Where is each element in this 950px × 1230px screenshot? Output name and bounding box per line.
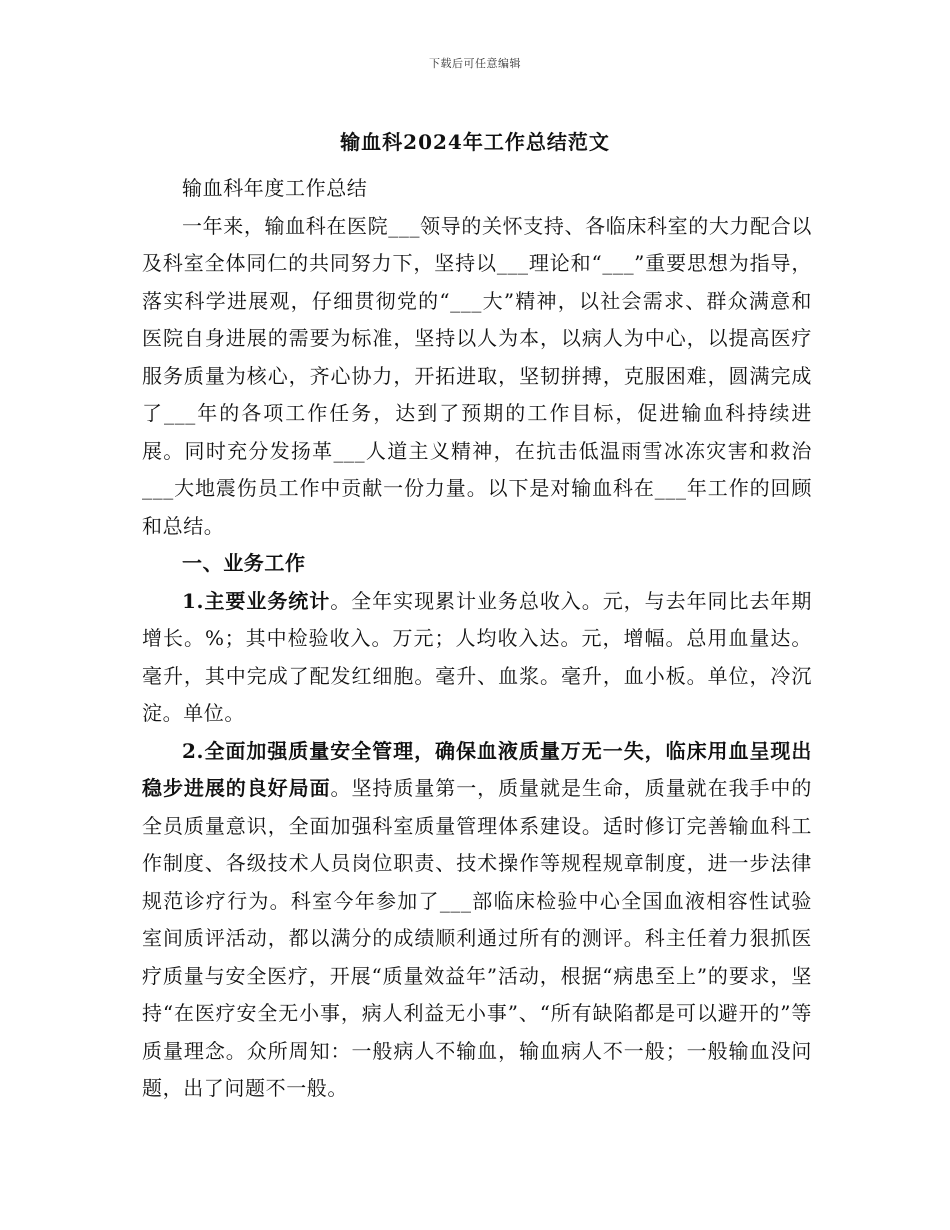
item-2-text: 。坚持质量第一，质量就是生命，质量就在我手中的全员质量意识，全面加强科室质量管理体系建设。适时修订完善输血科工作制度、各级技术人员岗位职责、技术操作等规程规章制度，进一步法律规范诊疗行为。科室今年参加了___部临床检验中心全国血液相容性试验室间质评活动，都以满分的成绩顺利通过所有的测评。科主任着力狠抓医疗质量与安全医疗，开展“质量效益年”活动，根据“病患至上”的要求，坚持“在医疗安全无小事，病人利益无小事”、“所有缺陷都是可以避开的”等质量理念。众所周知：一般病人不输血，输血病人不一般；一般输血没问题，出了问题不一般。 (142, 776, 812, 1100)
item-1-text: 。全年实现累计业务总收入。元，与去年同比去年期增长。%；其中检验收入。万元；人均收入达。元，增幅。总用血量达。毫升，其中完成了配发红细胞。毫升、血浆。毫升，血小板。单位，冷沉淀。单位。 (142, 588, 812, 725)
document-body (142, 170, 812, 1108)
item-2-heading: 2.全面加强质量安全管理，确保血液质量万无一失，临床用血呈现出稳步进展的良好局面 (142, 738, 812, 800)
paragraph-item-2 (142, 733, 812, 1108)
header-note: 下载后可任意编辑 (429, 57, 521, 70)
paragraph-item-1 (142, 583, 812, 733)
document-title: 输血科2024年工作总结范文 (340, 130, 610, 154)
intro-paragraph: 一年来，输血科在医院___领导的关怀支持、各临床科室的大力配合以及科室全体同仁的共同努力下，坚持以___理论和“___”重要思想为指导，落实科学进展观，仔细贯彻党的“___大”精神，以社会需求、群众满意和医院自身进展的需要为标准，坚持以人为本，以病人为中心，以提高医疗服务质量为核心，齐心协力，开拓进取，坚韧拼搏，克服困难，圆满完成了___年的各项工作任务，达到了预期的工作目标，促进输血科持续进展。同时充分发扬革___人道主义精神，在抗击低温雨雪冰冻灾害和救治___大地震伤员工作中贡献一份力量。以下是对输血科在___年工作的回顾和总结。 (142, 213, 812, 538)
item-1-heading: 1.主要业务统计 (182, 588, 331, 613)
section-heading: 一、业务工作 (182, 551, 306, 575)
document-subtitle: 输血科年度工作总结 (182, 176, 368, 200)
